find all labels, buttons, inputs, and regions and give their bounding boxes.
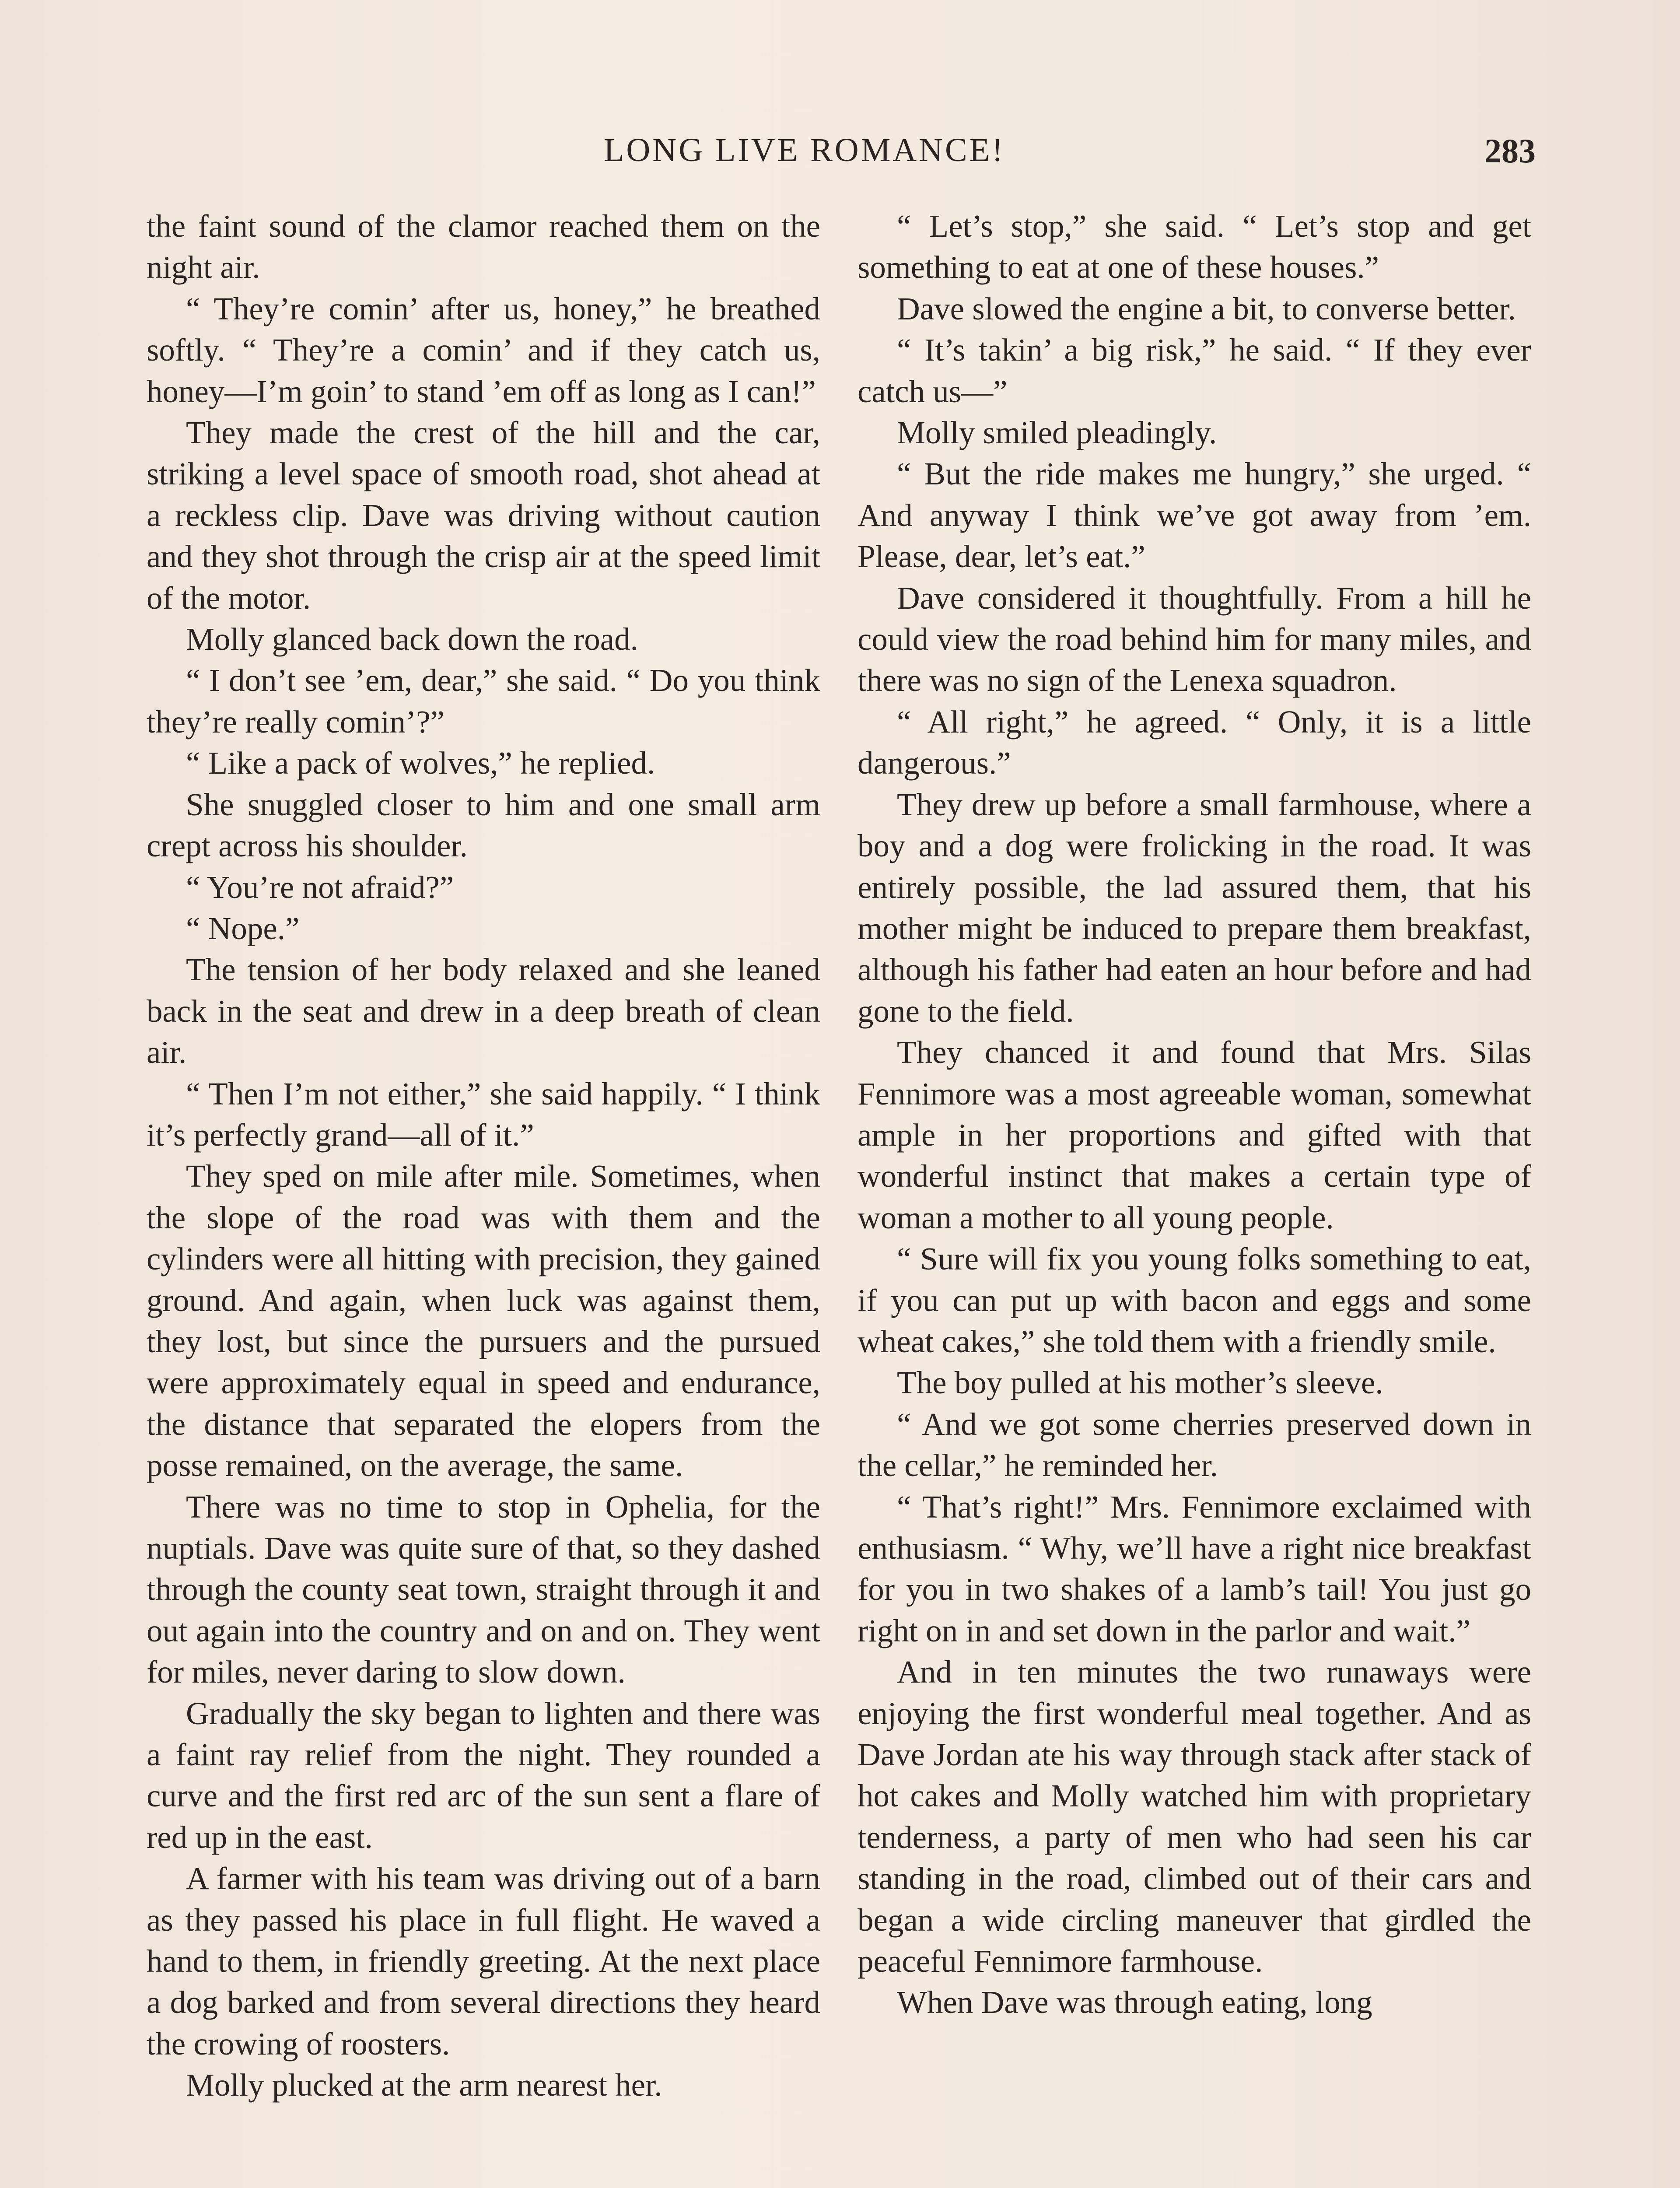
paragraph: Molly plucked at the arm nearest her. — [186, 2067, 662, 2103]
paragraph: “ Nope.” — [186, 910, 300, 946]
paragraph: A farmer with his team was driving out of a barn as they passed his place in full flight. He waved a hand to them, in friendly greeting. At the next place a dog barked and from several directions they heard the crowing of roosters. — [147, 1861, 820, 2062]
paragraph: “ They’re comin’ after us, honey,” he breathed softly. “ They’re a comin’ and if they catch us, honey—I’m goin’ to stand ’em off as long as I can!” — [147, 291, 820, 409]
paragraph: Dave slowed the engine a bit, to converse better. — [897, 291, 1516, 326]
right-text-column — [858, 206, 1531, 2188]
paragraph: Dave considered it thoughtfully. From a hill he could view the road behind him for many miles, and there was no sign of the Lenexa squadron. — [858, 580, 1531, 698]
paragraph: “ But the ride makes me hungry,” she urged. “ And anyway I think we’ve got away from ’em. Please, dear, let’s eat.” — [858, 456, 1531, 575]
paragraph: She snuggled closer to him and one small arm crept across his shoulder. — [147, 786, 820, 864]
paragraph: They made the crest of the hill and the car, striking a level space of smooth road, shot ahead at a reckless clip. Dave was driving without caution and they shot through the crisp air at the speed limit of the motor. — [147, 415, 820, 616]
paragraph: Gradually the sky began to lighten and there was a faint ray relief from the night. They rounded a curve and the first red arc of the sun sent a flare of red up in the east. — [147, 1695, 820, 1855]
paragraph: “ Then I’m not either,” she said happily. “ I think it’s perfectly grand—all of it.” — [147, 1076, 820, 1153]
paragraph: They drew up before a small farmhouse, where a boy and a dog were frolicking in the road. It was entirely possible, the lad assured them, that his mother might be induced to prepare them breakfast, although his father had eaten an hour before and had gone to the field. — [858, 786, 1531, 1029]
paragraph: Molly glanced back down the road. — [186, 621, 638, 657]
left-text-column — [147, 206, 820, 2188]
paragraph: “ It’s takin’ a big risk,” he said. “ If they ever catch us—” — [858, 332, 1531, 409]
paragraph: “ And we got some cherries preserved down in the cellar,” he reminded her. — [858, 1406, 1531, 1483]
paragraph: “ Let’s stop,” she said. “ Let’s stop and get something to eat at one of these houses.” — [858, 208, 1531, 285]
paragraph: They chanced it and found that Mrs. Silas Fennimore was a most agreeable woman, somewhat ample in her proportions and gifted with that wonderful instinct that makes a certain type of woman a mother to all young people. — [858, 1034, 1531, 1235]
paragraph: The tension of her body relaxed and she leaned back in the seat and drew in a deep breath of clean air. — [147, 952, 820, 1070]
paragraph: There was no time to stop in Ophelia, for the nuptials. Dave was quite sure of that, so they dashed through the county seat town, straight through it and out again into the country and on and on. They went for miles, never daring to slow down. — [147, 1489, 820, 1690]
paragraph: And in ten minutes the two runaways were enjoying the first wonderful meal together. And as Dave Jordan ate his way through stack after stack of hot cakes and Molly watched him with proprietary tenderness, a party of men who had seen his car standing in the road, climbed out of their cars and began a wide circling maneuver that girdled the peaceful Fennimore farmhouse. — [858, 1654, 1531, 1979]
paragraph: “ Sure will fix you young folks something to eat, if you can put up with bacon and eggs and some wheat cakes,” she told them with a friendly smile. — [858, 1241, 1531, 1359]
paragraph: “ All right,” he agreed. “ Only, it is a little dangerous.” — [858, 704, 1531, 781]
paragraph: “ I don’t see ’em, dear,” she said. “ Do you think they’re really comin’?” — [147, 663, 820, 740]
paragraph: They sped on mile after mile. Sometimes, when the slope of the road was with them and the cylinders were all hitting with precision, they gained ground. And again, when luck was against them, they lost, but since the pursuers and the pursued were approximately equal in speed and endurance, the distance that separated the elopers from the posse remained, on the average, the same. — [147, 1158, 820, 1483]
paragraph: When Dave was through eating, long — [897, 1985, 1372, 2020]
paragraph: the faint sound of the clamor reached them on the night air. — [147, 208, 820, 285]
paragraph: “ That’s right!” Mrs. Fennimore exclaimed with enthusiasm. “ Why, we’ll have a right nice breakfast for you in two shakes of a lamb’s tail! You just go right on in and set down in the parlor and wait.” — [858, 1489, 1531, 1648]
paragraph: “ Like a pack of wolves,” he replied. — [186, 745, 655, 781]
paragraph: The boy pulled at his mother’s sleeve. — [897, 1365, 1383, 1401]
page-number: 283 — [1484, 132, 1536, 170]
paragraph: “ You’re not afraid?” — [186, 869, 454, 905]
running-title: LONG LIVE ROMANCE! — [604, 132, 1005, 168]
paragraph: Molly smiled pleadingly. — [897, 415, 1217, 451]
